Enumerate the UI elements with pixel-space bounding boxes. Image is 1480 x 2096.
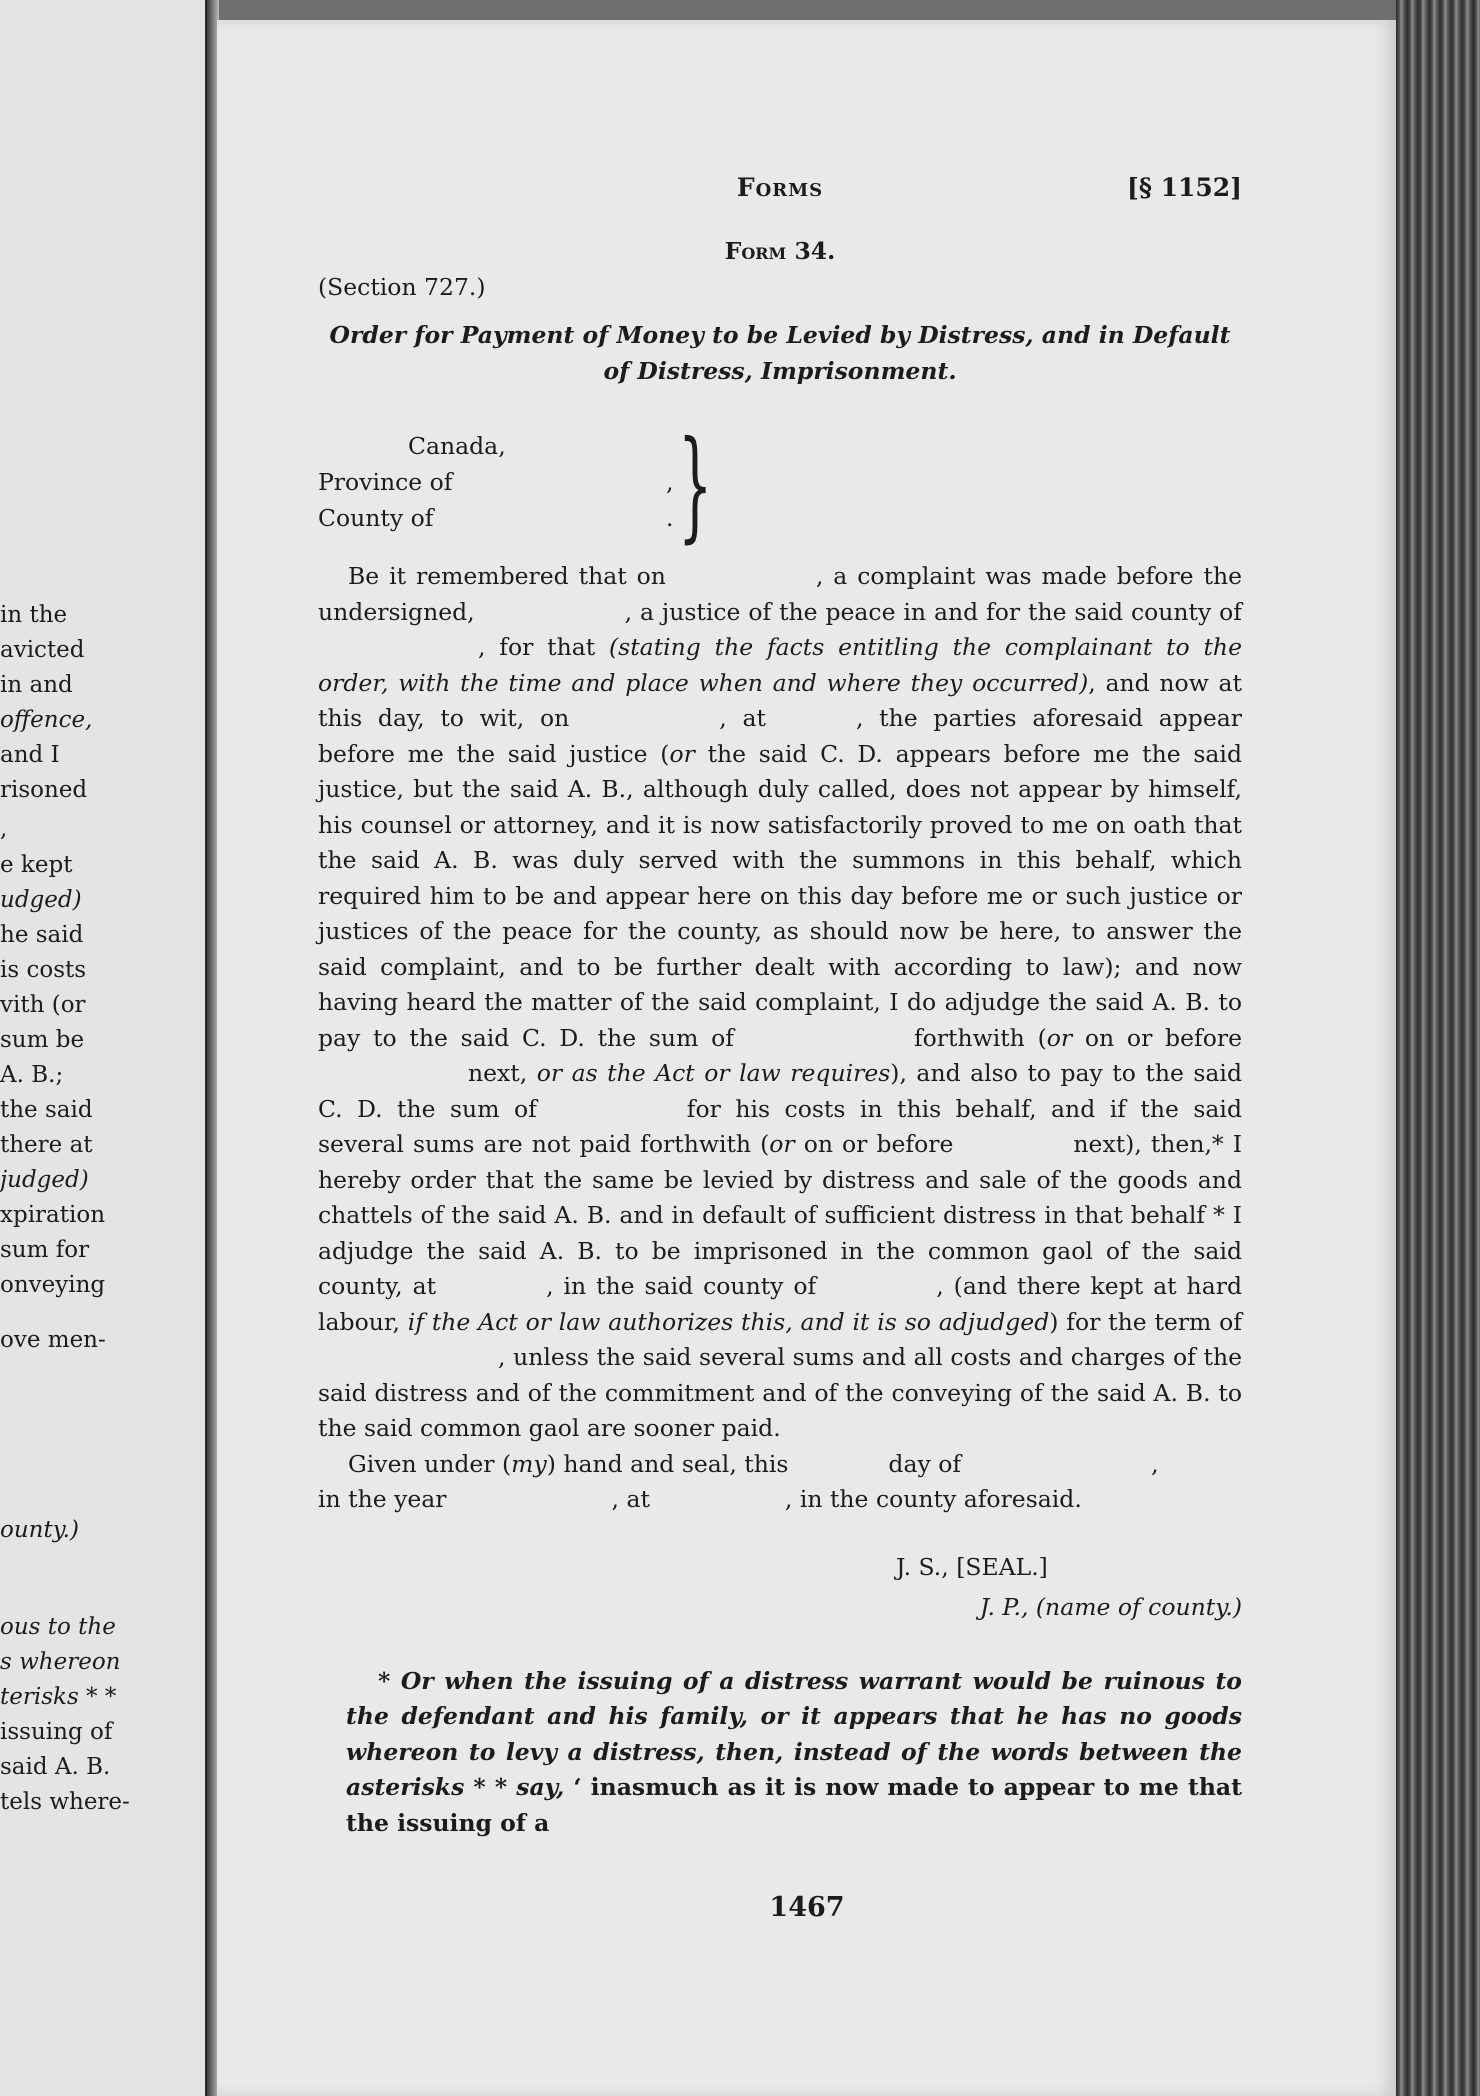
form-number: Form 34.	[724, 237, 836, 265]
body-italic-text: or	[1046, 1023, 1073, 1052]
page-number: 1467	[769, 1892, 845, 1923]
body-text: , and now at this day, to wit, on	[318, 668, 1242, 732]
signature-block	[318, 1550, 1242, 1630]
signature-county: J. P., (name of county.)	[979, 1592, 1242, 1621]
left-page-fragment: s whereon	[0, 1649, 121, 1675]
body-text: , in the said county of	[546, 1272, 817, 1300]
left-page-fragment: said A. B.	[0, 1754, 111, 1780]
venue-brace: }	[678, 416, 713, 555]
footnote-text: ‘ inasmuch as it is now made to appear to me that the issuing of a	[346, 1773, 1243, 1837]
body-paragraph	[318, 559, 1242, 1447]
left-page-fragment: is costs	[0, 957, 87, 983]
footnote	[318, 1664, 1242, 1842]
body-italic-text: if the Act or law authorizes this, and it is so adjudged	[399, 1307, 1050, 1336]
body-italic-text: or	[769, 1130, 795, 1158]
venue-county: County of	[318, 504, 434, 532]
body-text: , for that	[478, 633, 596, 661]
form-title-line-1: Order for Payment of Money to be Levied by Distress, and in Default	[329, 321, 1231, 349]
header-title: Forms	[736, 173, 824, 202]
left-page-fragment: xpiration	[0, 1202, 106, 1228]
left-page-fragment: risoned	[0, 777, 88, 803]
left-page-fragment: ,	[0, 816, 8, 842]
page-content	[318, 170, 1242, 1841]
given-text: ,	[1151, 1449, 1159, 1478]
body-text: , (and there kept at hard labour,	[318, 1272, 1242, 1336]
body-text: , a complaint was made before the undersigned,	[318, 562, 1242, 626]
running-header	[318, 170, 1242, 220]
left-page-fragment: avicted	[0, 637, 85, 663]
body-italic-text: (stating the facts entitling the complainant to the order, with the time and place when and where they occurred)	[318, 633, 1242, 697]
left-page-fragment: offence,	[0, 707, 93, 733]
given-text: day of	[888, 1449, 962, 1478]
body-italic-text: or	[669, 739, 695, 768]
body-italic-text: or as the Act or law requires	[527, 1059, 891, 1087]
form-title-line-2: of Distress, Imprisonment.	[603, 357, 957, 385]
left-page-fragment: the said	[0, 1097, 93, 1123]
form-body	[318, 559, 1242, 1518]
given-italic-text: my	[511, 1449, 547, 1478]
left-page-fragment: ove men-	[0, 1327, 106, 1353]
statute-reference: (Section 727.)	[318, 272, 486, 301]
venue-comma: ,	[666, 468, 674, 496]
left-page-fragment: sum for	[0, 1237, 90, 1263]
venue-period: .	[666, 504, 674, 532]
form-title	[318, 317, 1242, 389]
left-page-fragment: onveying	[0, 1272, 106, 1298]
left-page-fragment: tels where-	[0, 1789, 130, 1815]
left-page-fragment: ous to the	[0, 1614, 116, 1640]
left-page-fragment: judged)	[0, 1167, 89, 1193]
body-text: , unless the said several sums and all costs and charges of the said distress and of the commitment and of the conveying of the said A. B. to the said common gaol are sooner paid.	[318, 1343, 1242, 1442]
page-edge	[1396, 0, 1480, 2096]
given-under-paragraph	[318, 1447, 1242, 1483]
body-text: , the parties aforesaid appear before me the said justice (	[318, 704, 1242, 768]
left-page-fragment: e kept	[0, 852, 73, 878]
given-text: Given under (	[348, 1449, 512, 1478]
left-page-fragment: and I	[0, 742, 60, 768]
body-text: for his costs in this behalf, and if the said several sums are not paid forthwith (	[318, 1094, 1242, 1158]
left-page-fragment: sum be	[0, 1027, 85, 1053]
given-text: , in the county aforesaid.	[784, 1485, 1082, 1513]
left-page-fragment: terisks * *	[0, 1684, 117, 1710]
body-text: next), then,* I hereby order that the same be levied by distress and sale of the goods and chattels of the said A. B. and in default of sufficient distress in that behalf * I adjudge the said A. B. to be imprisoned in the common gaol of the said county, at	[318, 1130, 1243, 1300]
body-text: , at	[719, 704, 766, 732]
left-page-fragment: vith (or	[0, 992, 86, 1018]
body-text: ) for the term of	[1049, 1307, 1243, 1336]
body-text: on or before	[1072, 1023, 1242, 1052]
left-page-fragment: he said	[0, 922, 84, 948]
left-page-fragment: in the	[0, 602, 68, 628]
venue-province: Province of	[318, 468, 453, 496]
footnote-italic-text: * Or when the issuing of a distress warrant would be ruinous to the defendant and his family, or it appears that he has no goods whereon to levy a distress, then, instead of the words between the asterisks * * say,	[346, 1666, 1242, 1801]
left-page-fragment: udged)	[0, 887, 82, 913]
body-text: , a justice of the peace in and for the said county of	[624, 597, 1242, 626]
body-text: the said C. D. appears before me the said justice, but the said A. B., although duly called, does not appear by himself, his counsel or attorney, and it is now satisfactorily proved to me on oath that the said A. B. was duly served with the summons in this behalf, which required him to be and appear here on this day before me or such justice or justices of the peace for the county, as should now be here, to answer the said complaint, and to be further dealt with according to law); and now having heard the matter of the said complaint, I do adjudge the said A. B. to pay to the said C. D. the sum of	[318, 739, 1242, 1052]
body-text: ), and also to pay to the said C. D. the sum of	[318, 1059, 1242, 1123]
left-page-fragment: ounty.)	[0, 1517, 79, 1543]
body-text: on or before	[794, 1130, 954, 1158]
section-reference: [§ 1152]	[1126, 173, 1242, 202]
venue-country: Canada,	[408, 432, 506, 460]
left-page	[0, 0, 208, 2096]
body-text: forthwith (	[913, 1023, 1047, 1052]
left-page-fragment: A. B.;	[0, 1062, 64, 1088]
given-year-line	[318, 1482, 1242, 1518]
given-text: ) hand and seal, this	[546, 1449, 789, 1478]
body-text: Be it remembered that on	[348, 562, 666, 590]
given-text: , at	[611, 1485, 650, 1513]
left-page-fragment: issuing of	[0, 1719, 113, 1745]
left-page-fragment: in and	[0, 672, 73, 698]
left-page-fragment: there at	[0, 1132, 93, 1158]
venue-block	[318, 416, 1242, 555]
given-text: in the year	[318, 1485, 447, 1513]
signature-justice: J. S., [SEAL.]	[896, 1552, 1048, 1581]
body-text: next,	[468, 1059, 528, 1087]
